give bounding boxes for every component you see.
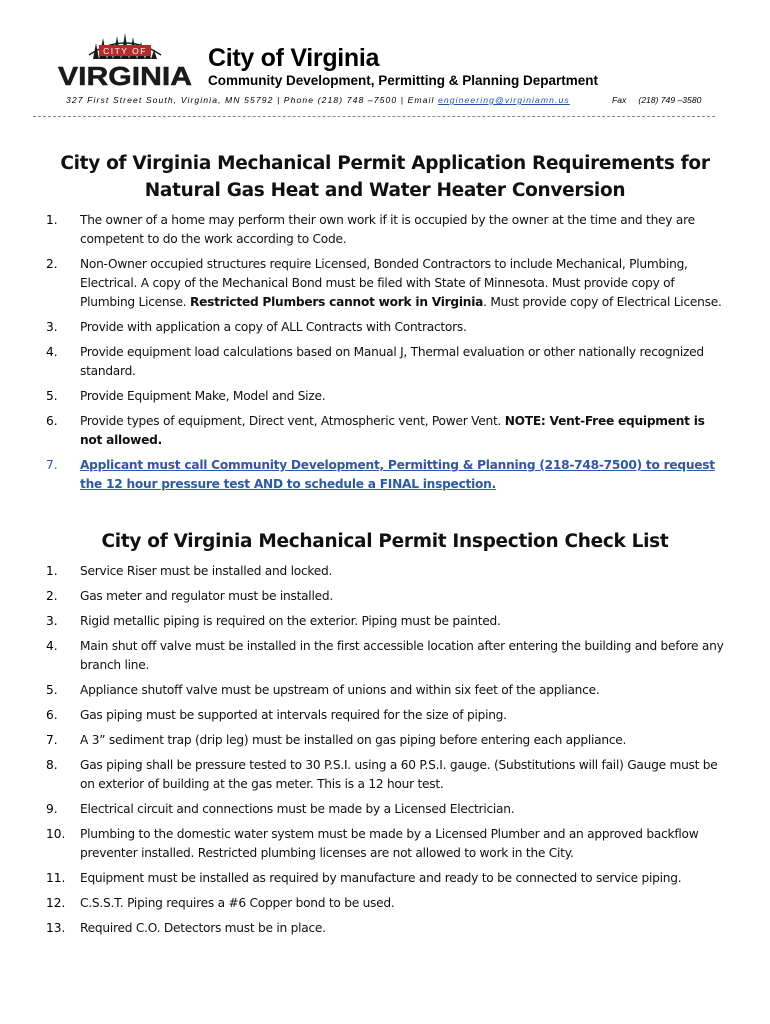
vent-free-note: NOTE: Vent-Free equipment is not allowed. (80, 414, 705, 447)
item-number: 1. (46, 564, 58, 578)
item-number: 5. (46, 683, 58, 697)
list-item (0, 612, 770, 631)
item-number: 10. (46, 827, 66, 841)
item-text: Service Riser must be installed and locked. (80, 564, 333, 578)
list-item (0, 318, 770, 337)
item-number: 4. (46, 345, 58, 359)
logo-main-text: VIRGINIA (58, 61, 193, 91)
list-item (0, 825, 770, 863)
city-name: City of Virginia (208, 44, 380, 72)
item-number: 1. (46, 213, 58, 227)
item-text: Plumbing to the domestic water system must be made by a Licensed Plumber and an approved backflow preventer installed. Restricted plumbing licenses are not allowed to work in the City. (80, 827, 699, 860)
item-number: 3. (46, 320, 58, 334)
list-item (0, 387, 770, 406)
item-text: A 3” sediment trap (drip leg) must be installed on gas piping before entering each appliance. (80, 733, 627, 747)
item-text: Provide with application a copy of ALL Contracts with Contractors. (80, 320, 467, 334)
call-instructions-link[interactable]: Applicant must call Community Development, Permitting & Planning (218-748-7500) to request the 12 hour pressure test AND to schedule a FINAL inspection. (80, 458, 715, 491)
requirements-title-line2: Natural Gas Heat and Water Heater Conversion (144, 180, 626, 201)
requirements-title (40, 150, 730, 204)
item-text: Provide Equipment Make, Model and Size. (80, 389, 326, 403)
list-item (0, 587, 770, 606)
list-item (0, 562, 770, 581)
item-text: Non-Owner occupied structures require Licensed, Bonded Contractors to include Mechanical, Plumbing, Electrical. A copy of the Mechanical Bond must be filed with State of Minnesota. Must provide copy of Plumbing License. Restricted Plumbers cannot work in Virginia. Must provide copy of Electrical License. (80, 257, 722, 309)
list-item (0, 731, 770, 750)
list-item (0, 800, 770, 819)
fax-number: (218) 749 –3580 (638, 95, 702, 105)
item-number: 4. (46, 639, 58, 653)
requirements-title-line1: City of Virginia Mechanical Permit Application Requirements for (60, 153, 710, 174)
list-item (0, 919, 770, 938)
item-number: 8. (46, 758, 58, 772)
email-link[interactable]: engineering@virginiamn.us (438, 95, 570, 105)
list-item (0, 706, 770, 725)
item-number: 13. (46, 921, 66, 935)
item-text: Gas piping shall be pressure tested to 30 P.S.I. using a 60 P.S.I. gauge. (Substitutions will fail) Gauge must be on exterior of building at the gas meter. This is a 12 hour test. (80, 758, 718, 791)
header-divider (33, 116, 715, 117)
list-item (0, 637, 770, 675)
checklist-title: City of Virginia Mechanical Permit Inspection Check List (101, 531, 669, 552)
item-text: Equipment must be installed as required by manufacture and ready to be connected to service piping. (80, 871, 682, 885)
item-number: 7. (46, 458, 58, 472)
item-number: 2. (46, 589, 58, 603)
inspection-checklist (0, 562, 770, 938)
contact-line (66, 95, 570, 105)
item-text: Gas meter and regulator must be installed. (80, 589, 333, 603)
fax-label: Fax (612, 95, 627, 105)
item-number: 6. (46, 708, 58, 722)
item-text: Provide types of equipment, Direct vent, Atmospheric vent, Power Vent. NOTE: Vent-Free equipment is not allowed. (80, 414, 705, 447)
list-item (0, 255, 770, 312)
requirements-list (0, 211, 770, 494)
restricted-plumbers-note: Restricted Plumbers cannot work in Virginia (189, 295, 484, 309)
item-text: C.S.S.T. Piping requires a #6 Copper bond to be used. (80, 896, 395, 910)
list-item (0, 756, 770, 794)
item-text: Electrical circuit and connections must be made by a Licensed Electrician. (80, 802, 515, 816)
item-number: 11. (46, 871, 66, 885)
city-logo-icon (55, 33, 195, 91)
logo-top-text: CITY OF (103, 46, 147, 56)
list-item (0, 869, 770, 888)
item-number: 9. (46, 802, 58, 816)
item-number: 7. (46, 733, 58, 747)
item-text: Rigid metallic piping is required on the exterior. Piping must be painted. (80, 614, 501, 628)
list-item (0, 681, 770, 700)
address-text: 327 First Street South, Virginia, MN 55792 | Phone (218) 748 –7500 | Email (66, 95, 438, 105)
item-text: The owner of a home may perform their own work if it is occupied by the owner at the time and they are competent to do the work according to Code. (80, 213, 695, 246)
item-number: 2. (46, 257, 58, 271)
fax-info (612, 95, 701, 105)
list-item (0, 343, 770, 381)
list-item (0, 211, 770, 249)
list-item (0, 894, 770, 913)
item-text: Provide equipment load calculations based on Manual J, Thermal evaluation or other nationally recognized standard. (80, 345, 704, 378)
item-number: 12. (46, 896, 66, 910)
item-number: 3. (46, 614, 58, 628)
item-number: 6. (46, 414, 58, 428)
list-item (0, 456, 770, 494)
item-text: Appliance shutoff valve must be upstream of unions and within six feet of the appliance. (80, 683, 600, 697)
item-number: 5. (46, 389, 58, 403)
item-text: Main shut off valve must be installed in the first accessible location after entering the building and before any branch line. (80, 639, 724, 672)
list-item (0, 412, 770, 450)
letterhead (0, 0, 770, 125)
item-text: Required C.O. Detectors must be in place. (80, 921, 326, 935)
item-text: Gas piping must be supported at intervals required for the size of piping. (80, 708, 507, 722)
department-name: Community Development, Permitting & Planning Department (208, 73, 599, 88)
